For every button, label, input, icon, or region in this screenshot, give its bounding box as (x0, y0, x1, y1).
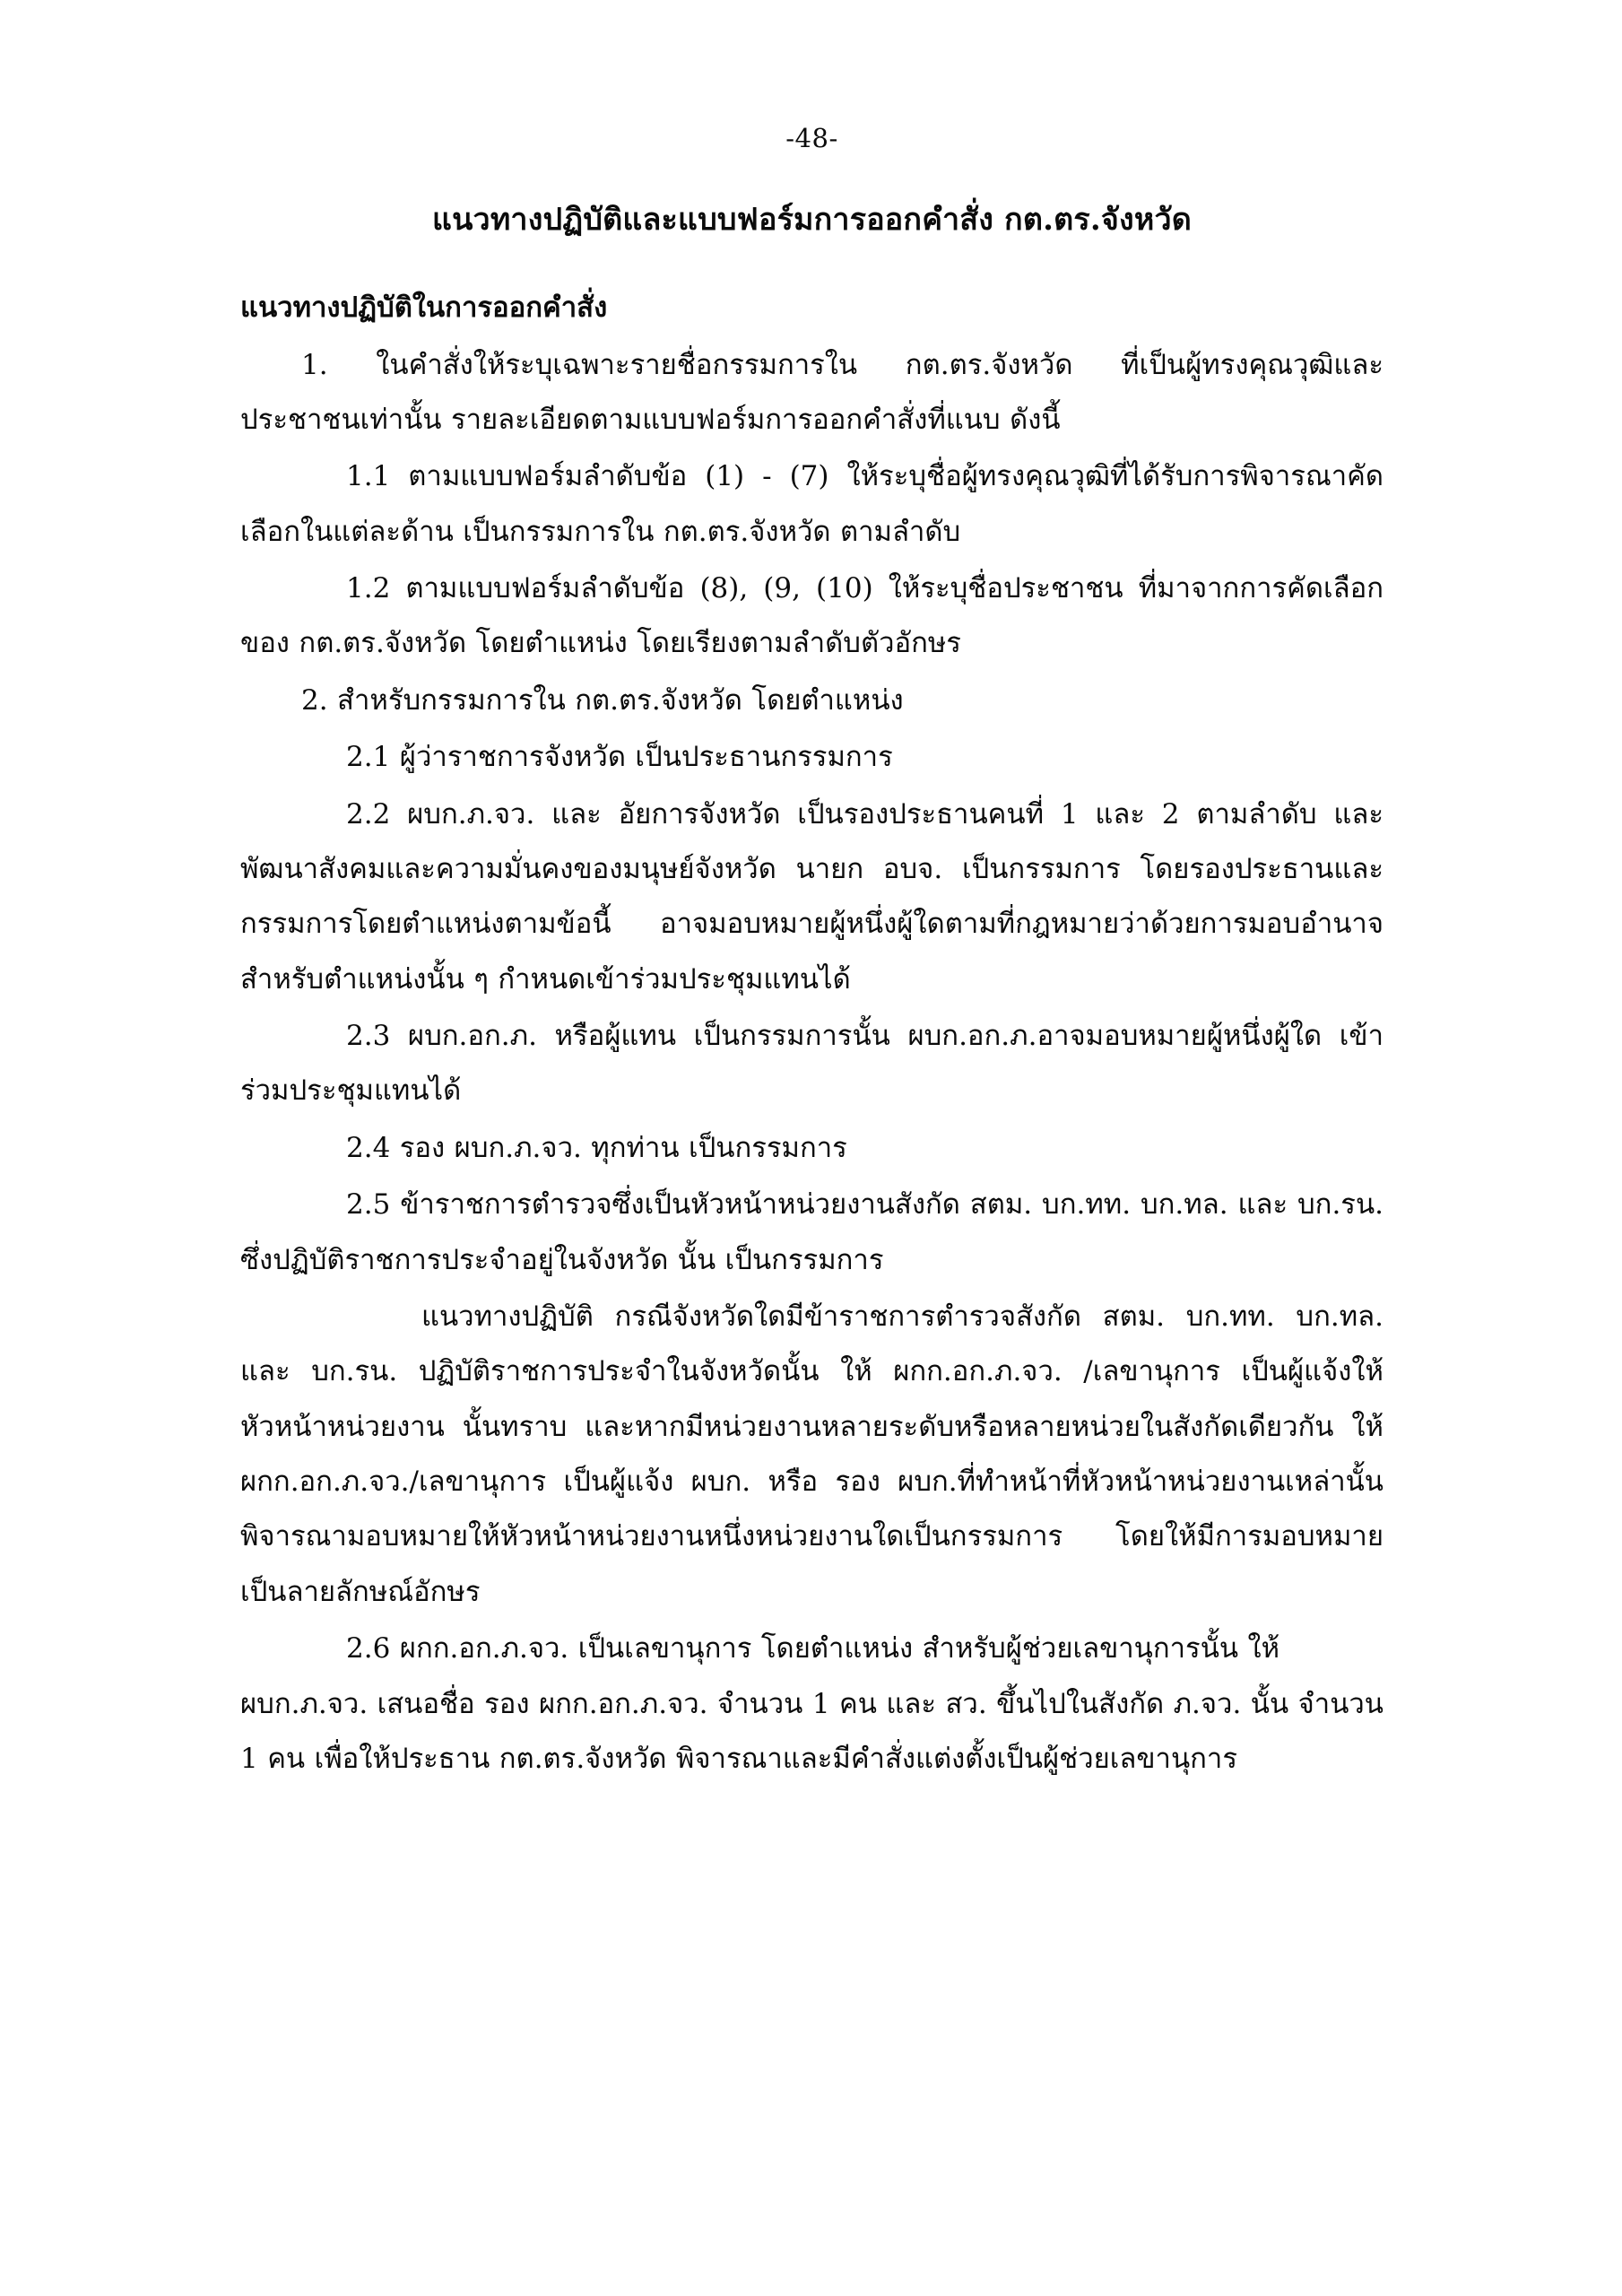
paragraph-item-2-6: 2.6 ผกก.อก.ภ.จว. เป็นเลขานุการ โดยตำแหน่ง สำหรับผู้ช่วยเลขานุการนั้น ให้ ผบก.ภ.จว. เสนอชื่อ รอง ผกก.อก.ภ.จว. จำนวน 1 คน และ สว. ขึ้นไปในสังกัด ภ.จว. นั้น จำนวน 1 คน เพื่อให้ประธาน กต.ตร.จังหวัด พิจารณาและมีคำสั่งแต่งตั้งเป็นผู้ช่วยเลขานุการ (240, 1632, 1383, 1775)
paragraph-item-2-5: 2.5 ข้าราชการตำรวจซึ่งเป็นหัวหน้าหน่วยงานสังกัด สตม. บก.ทท. บก.ทล. และ บก.รน. ซึ่งปฏิบัติราชการประจำอยู่ในจังหวัด นั้น เป็นกรรมการ (240, 1188, 1383, 1276)
paragraph-guideline-note: แนวทางปฏิบัติ กรณีจังหวัดใดมีข้าราชการตำรวจสังกัด สตม. บก.ทท. บก.ทล. และ บก.รน. ปฏิบัติราชการประจำในจังหวัดนั้น ให้ ผกก.อก.ภ.จว. /เลขานุการ เป็นผู้แจ้งให้หัวหน้าหน่วยงาน นั้นทราบ และหากมีหน่วยงานหลายระดับหรือหลายหน่วยในสังกัดเดียวกัน ให้ ผกก.อก.ภ.จว./เลขานุการ เป็นผู้แจ้ง ผบก. หรือ รอง ผบก.ที่ทำหน้าที่หัวหน้าหน่วยงานเหล่านั้น พิจารณามอบหมายให้หัวหน้าหน่วยงานหนึ่งหน่วยงานใดเป็นกรรมการ โดยให้มีการมอบหมายเป็นลายลักษณ์อักษร (240, 1300, 1383, 1608)
paragraph-item-2-4: 2.4 รอง ผบก.ภ.จว. ทุกท่าน เป็นกรรมการ (346, 1131, 847, 1164)
paragraph-item-2-1: 2.1 ผู้ว่าราชการจังหวัด เป็นประธานกรรมการ (346, 741, 893, 774)
section-heading-practice-guidelines: แนวทางปฏิบัติในการออกคำสั่ง (240, 291, 608, 324)
paragraph-item-2: 2. สำหรับกรรมการใน กต.ตร.จังหวัด โดยตำแหน่ง (301, 683, 904, 717)
paragraph-item-1-2: 1.2 ตามแบบฟอร์มลำดับข้อ (8), (9, (10) ให้ระบุชื่อประชาชน ที่มาจากการคัดเลือกของ กต.ตร.จังหวัด โดยตำแหน่ง โดยเรียงตามลำดับตัวอักษร (240, 572, 1383, 660)
page-number: -48- (785, 123, 838, 153)
page-title: แนวทางปฏิบัติและแบบฟอร์มการออกคำสั่ง กต.ตร.จังหวัด (431, 202, 1193, 238)
paragraph-item-2-2: 2.2 ผบก.ภ.จว. และ อัยการจังหวัด เป็นรองประธานคนที่ 1 และ 2 ตามลำดับ และพัฒนาสังคมและความมั่นคงของมนุษย์จังหวัด นายก อบจ. เป็นกรรมการ โดยรองประธานและกรรมการโดยตำแหน่งตามข้อนี้ อาจมอบหมายผู้หนึ่งผู้ใดตามที่กฎหมายว่าด้วยการมอบอำนาจสำหรับตำแหน่งนั้น ๆ กำหนดเข้าร่วมประชุมแทนได้ (240, 797, 1383, 996)
paragraph-item-1-1: 1.1 ตามแบบฟอร์มลำดับข้อ (1) - (7) ให้ระบุชื่อผู้ทรงคุณวุฒิที่ได้รับการพิจารณาคัดเลือกในแต่ละด้าน เป็นกรรมการใน กต.ตร.จังหวัด ตามลำดับ (240, 460, 1383, 548)
page-content (240, 123, 1383, 1788)
paragraph-item-1: 1. ในคำสั่งให้ระบุเฉพาะรายชื่อกรรมการใน กต.ตร.จังหวัด ที่เป็นผู้ทรงคุณวุฒิและประชาชนเท่านั้น รายละเอียดตามแบบฟอร์มการออกคำสั่งที่แนบ ดังนี้ (240, 348, 1383, 436)
paragraph-item-2-3: 2.3 ผบก.อก.ภ. หรือผู้แทน เป็นกรรมการนั้น ผบก.อก.ภ.อาจมอบหมายผู้หนึ่งผู้ใด เข้าร่วมประชุมแทนได้ (240, 1020, 1383, 1108)
